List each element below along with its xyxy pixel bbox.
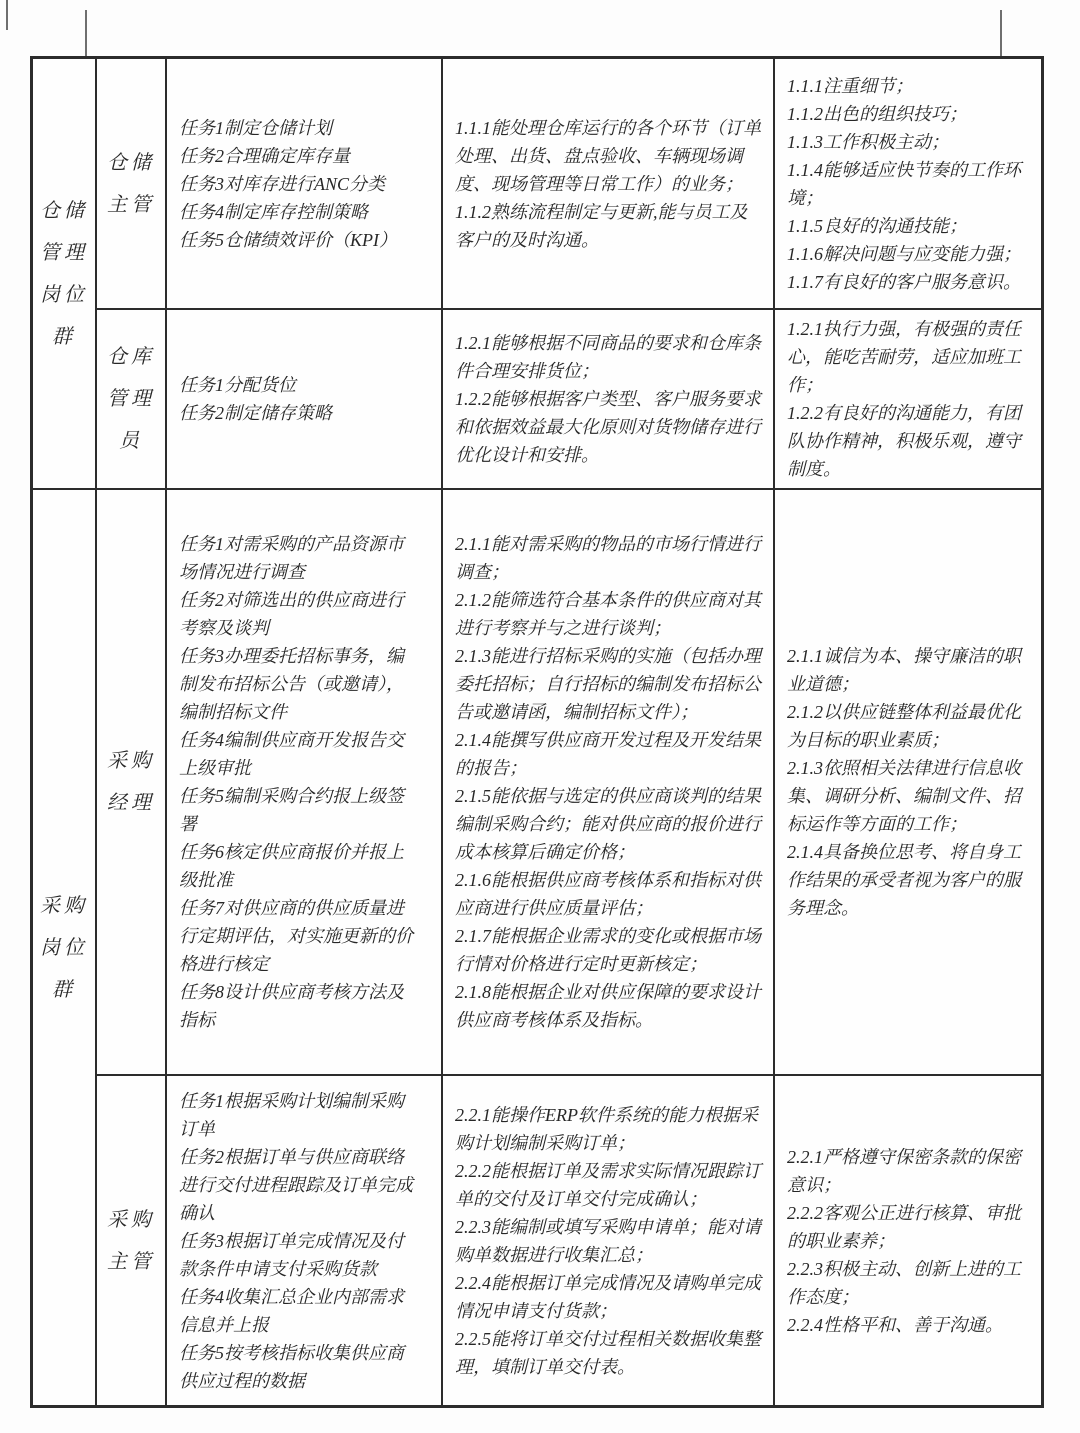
text-item: 1.1.2出色的组织技巧； (787, 103, 967, 124)
text-item: 1.1.7有良好的客户服务意识。 (787, 271, 1021, 292)
text-item: 任务4编制供应商开发报告交上级审批 (179, 730, 404, 778)
text-item: 任务4收集汇总企业内部需求信息并上报 (179, 1286, 404, 1335)
text-item: 1.1.1注重细节； (787, 75, 913, 96)
tasks-cell (167, 310, 443, 490)
text-item: 2.1.5能依据与选定的供应商谈判的结果编制采购合约；能对供应商的报价进行成本核算后确定价格； (455, 786, 761, 862)
qualities-cell (775, 310, 1041, 490)
text-item: 1.1.3工作积极主动； (787, 131, 949, 152)
qualities-cell (775, 490, 1041, 1076)
text-item: 1.1.2熟练流程制定与更新,能与员工及客户的及时沟通。 (455, 201, 748, 250)
text-item: 1.1.6解决问题与应变能力强； (787, 243, 1021, 264)
text-item: 任务3对库存进行ANC分类 (179, 173, 386, 194)
text-item: 2.1.1诚信为本、操守廉洁的职业道德； (787, 646, 1021, 694)
text-item: 2.1.2以供应链整体利益最优化为目标的职业素质； (787, 702, 1021, 750)
group-label: 采购岗位群 (40, 894, 88, 1001)
abilities-cell (443, 490, 775, 1076)
text-item: 2.2.4能根据订单完成情况及请购单完成情况申请支付货款； (455, 1272, 761, 1321)
text-item: 2.2.1严格遵守保密条款的保密意识； (787, 1146, 1021, 1195)
position-label: 采购经理 (107, 750, 155, 814)
group-cell-warehouse-management (33, 59, 97, 490)
abilities-cell (443, 310, 775, 490)
abilities-cell (443, 1076, 775, 1405)
text-item: 任务2根据订单与供应商联络进行交付进程跟踪及订单完成确认 (179, 1146, 413, 1223)
text-item: 1.1.5良好的沟通技能； (787, 215, 967, 236)
text-item: 2.2.4性格平和、善于沟通。 (787, 1314, 1003, 1335)
scan-artifact-line (85, 10, 87, 57)
text-item: 2.2.1能操作ERP软件系统的能力根据采购计划编制采购订单； (455, 1104, 758, 1153)
job-analysis-table (30, 56, 1044, 1408)
tasks-cell (167, 490, 443, 1076)
text-item: 任务1分配货位 (179, 375, 296, 395)
text-item: 1.1.1能处理仓库运行的各个环节（订单处理、出货、盘点验收、车辆现场调度、现场管理等日常工作）的业务； (455, 117, 761, 194)
text-item: 2.1.7能根据企业需求的变化或根据市场行情对价格进行定时更新核定； (455, 926, 761, 974)
text-item: 任务1对需采购的产品资源市场情况进行调查 (179, 534, 404, 582)
text-item: 任务3办理委托招标事务，编制发布招标公告（或邀请），编制招标文件 (179, 646, 404, 722)
text-item: 任务2制定储存策略 (179, 403, 332, 423)
text-item: 任务2合理确定库存量 (179, 145, 350, 166)
position-cell-warehouse-supervisor (97, 59, 167, 310)
text-item: 2.1.8能根据企业对供应保障的要求设计供应商考核体系及指标。 (455, 982, 761, 1030)
text-item: 任务1根据采购计划编制采购订单 (179, 1090, 404, 1139)
text-item: 任务5编制采购合约报上级签署 (179, 786, 404, 834)
group-label: 仓储管理岗位群 (40, 199, 88, 348)
abilities-cell (443, 59, 775, 310)
text-item: 1.2.1能够根据不同商品的要求和仓库条件合理安排货位； (455, 333, 761, 381)
text-item: 2.1.2能筛选符合基本条件的供应商对其进行考察并与之进行谈判； (455, 590, 761, 638)
text-item: 2.1.4具备换位思考、将自身工作结果的承受者视为客户的服务理念。 (787, 842, 1021, 918)
tasks-cell (167, 59, 443, 310)
text-item: 2.2.3积极主动、创新上进的工作态度； (787, 1258, 1021, 1307)
text-item: 2.1.3依照相关法律进行信息收集、调研分析、编制文件、招标运作等方面的工作； (787, 758, 1021, 834)
text-item: 2.1.3能进行招标采购的实施（包括办理委托招标；自行招标的编制发布招标公告或邀请函，编制招标文件）； (455, 646, 761, 722)
qualities-cell (775, 1076, 1041, 1405)
text-item: 2.2.5能将订单交付过程相关数据收集整理，填制订单交付表。 (455, 1328, 761, 1377)
group-cell-procurement (33, 490, 97, 1405)
position-label: 仓库管理员 (107, 346, 155, 452)
position-cell-procurement-supervisor (97, 1076, 167, 1405)
text-item: 2.2.3能编制或填写采购申请单；能对请购单数据进行收集汇总； (455, 1216, 761, 1265)
scan-artifact-line (6, 0, 8, 30)
text-item: 2.2.2客观公正进行核算、审批的职业素养； (787, 1202, 1021, 1251)
text-item: 任务7对供应商的供应质量进行定期评估，对实施更新的价格进行核定 (179, 898, 413, 974)
text-item: 1.2.2能够根据客户类型、客户服务要求和依据效益最大化原则对货物储存进行优化设计和安排。 (455, 389, 761, 465)
text-item: 2.2.2能根据订单及需求实际情况跟踪订单的交付及订单交付完成确认； (455, 1160, 761, 1209)
text-item: 任务6核定供应商报价并报上级批准 (179, 842, 404, 890)
text-item: 任务8设计供应商考核方法及指标 (179, 982, 404, 1030)
text-item: 任务5按考核指标收集供应商供应过程的数据 (179, 1342, 404, 1391)
text-item: 任务3根据订单完成情况及付款条件申请支付采购货款 (179, 1230, 404, 1279)
text-item: 任务2对筛选出的供应商进行考察及谈判 (179, 590, 404, 638)
text-item: 2.1.6能根据供应商考核体系和指标对供应商进行供应质量评估； (455, 870, 761, 918)
text-item: 任务5仓储绩效评价（KPI） (179, 229, 397, 250)
text-item: 1.2.2有良好的沟通能力，有团队协作精神，积极乐观，遵守制度。 (787, 403, 1021, 479)
text-item: 任务1制定仓储计划 (179, 117, 332, 138)
text-item: 1.1.4能够适应快节奏的工作环境； (787, 159, 1021, 208)
text-item: 2.1.1能对需采购的物品的市场行情进行调查； (455, 534, 761, 582)
position-label: 采购主管 (107, 1208, 155, 1273)
tasks-cell (167, 1076, 443, 1405)
text-item: 1.2.1执行力强，有极强的责任心，能吃苦耐劳，适应加班工作； (787, 319, 1021, 395)
qualities-cell (775, 59, 1041, 310)
scan-artifact-line (1000, 10, 1002, 57)
text-item: 任务4制定库存控制策略 (179, 201, 368, 222)
position-cell-procurement-manager (97, 490, 167, 1076)
text-item: 2.1.4能撰写供应商开发过程及开发结果的报告； (455, 730, 761, 778)
position-label: 仓储主管 (107, 151, 155, 216)
position-cell-warehouse-keeper (97, 310, 167, 490)
